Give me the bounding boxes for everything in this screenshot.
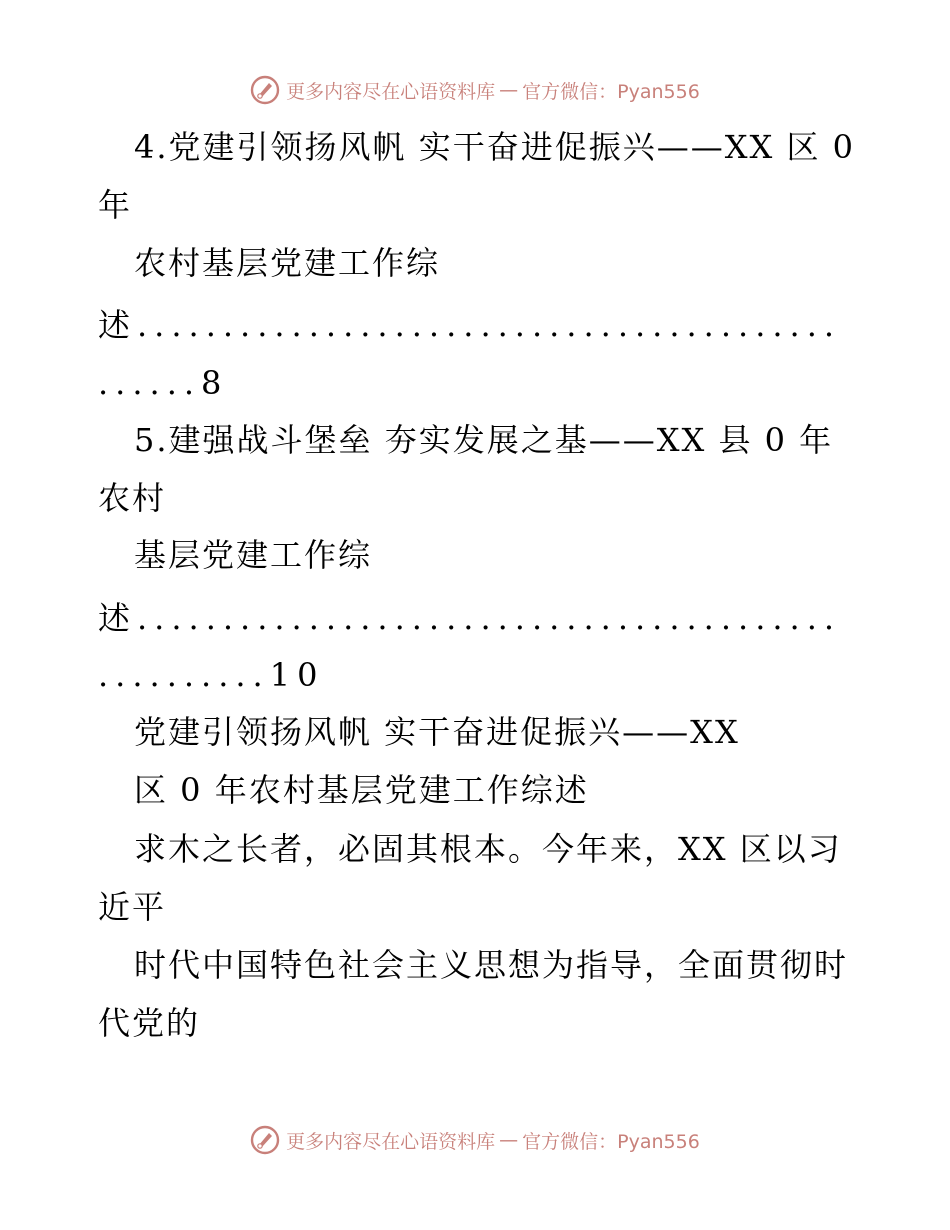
paragraph-line: 代党的 (98, 1004, 201, 1042)
paragraph-line: 近平 (98, 888, 167, 926)
toc-line: 4.党建引领扬风帆 实干奋进促振兴——XX 区 0 (134, 128, 855, 166)
toc-line: 5.建强战斗堡垒 夯实发展之基——XX 县 0 年 (134, 421, 834, 459)
watermark-separator: — (499, 79, 519, 101)
toc-line: ..........10 (98, 656, 325, 694)
watermark-brand: 更多内容尽在心语资料库 (286, 1130, 496, 1153)
article-title-line: 党建引领扬风帆 实干奋进促振兴——XX (134, 713, 740, 751)
toc-line: ......8 (98, 364, 229, 402)
watermark-contact: 官方微信：Pyan556 (522, 80, 700, 103)
paragraph-line: 时代中国特色社会主义思想为指导，全面贯彻时 (134, 946, 849, 984)
toc-line: 农村基层党建工作综 (134, 244, 441, 282)
toc-line: 农村 (98, 479, 167, 517)
brand-logo-icon (250, 1125, 280, 1155)
paragraph-line: 求木之长者，必固其根本。今年来，XX 区以习 (134, 830, 842, 868)
watermark-separator: — (499, 1129, 519, 1151)
toc-line: 述......................................... (98, 306, 842, 344)
toc-line: 述......................................... (98, 599, 842, 637)
article-title-line: 区 0 年农村基层党建工作综述 (134, 771, 589, 809)
watermark-brand: 更多内容尽在心语资料库 (286, 80, 496, 103)
watermark-contact: 官方微信：Pyan556 (522, 1130, 700, 1153)
toc-line: 年 (98, 186, 133, 224)
toc-line: 基层党建工作综 (134, 536, 373, 574)
footer-watermark (0, 1120, 950, 1160)
